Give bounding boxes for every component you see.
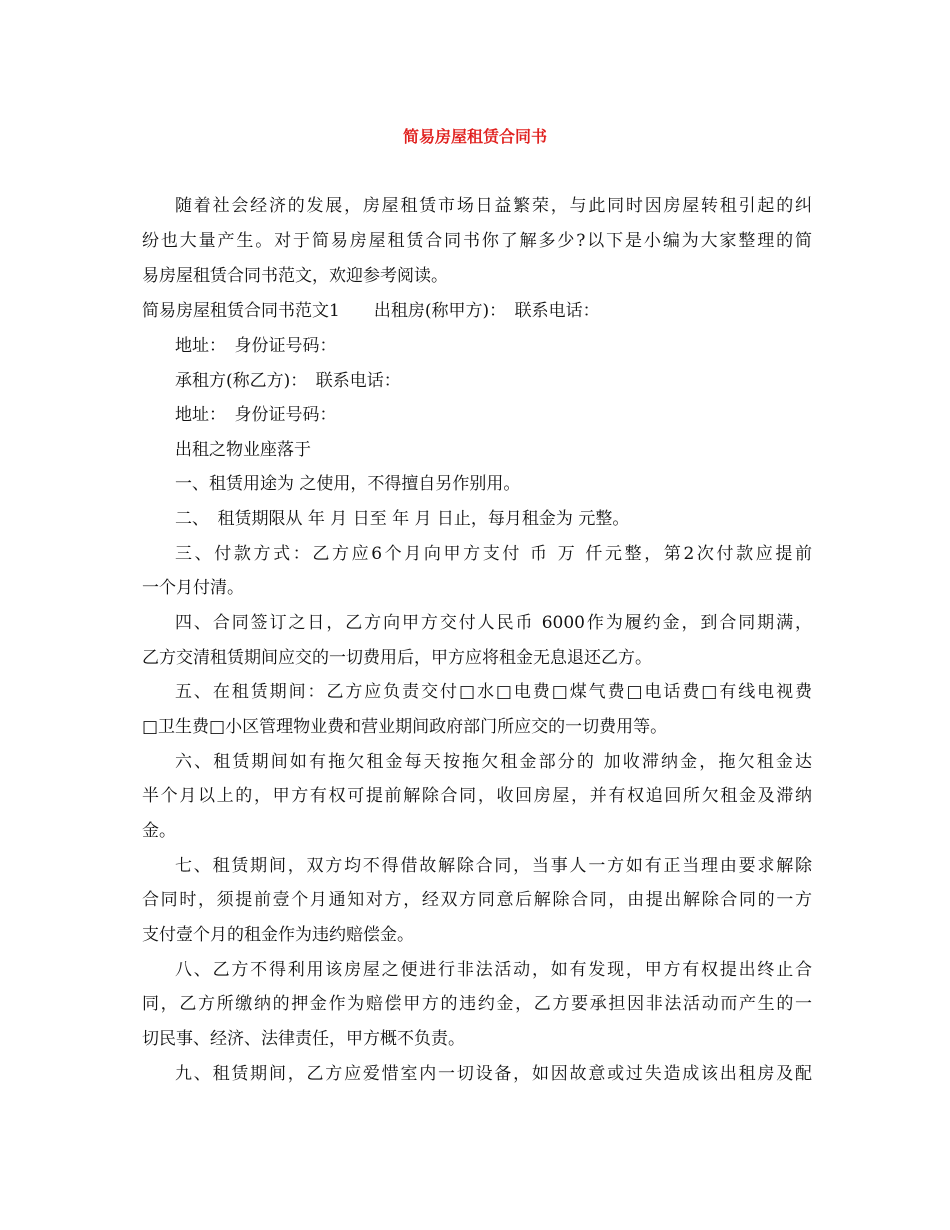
- paragraph-line: 地址： 身份证号码：: [175, 336, 337, 356]
- paragraph-line: 易房屋租赁合同书范文，欢迎参考阅读。: [142, 266, 448, 286]
- paragraph-line: 一个月付清。: [142, 578, 244, 598]
- paragraph-line: 八、乙方不得利用该房屋之便进行非法活动，如有发现，甲方有权提出终止合: [175, 960, 812, 980]
- paragraph-line: 支付壹个月的租金作为违约赔偿金。: [142, 925, 414, 945]
- paragraph-line: 乙方交清租赁期间应交的一切费用后，甲方应将租金无息退还乙方。: [142, 648, 652, 668]
- paragraph-line: 七、租赁期间，双方均不得借故解除合同，当事人一方如有正当理由要求解除: [175, 856, 812, 876]
- paragraph-line: 四、合同签订之日，乙方向甲方交付人民币 6000作为履约金，到合同期满，: [175, 613, 812, 633]
- paragraph-line: 半个月以上的，甲方有权可提前解除合同，收回房屋，并有权追回所欠租金及滞纳: [142, 786, 812, 806]
- paragraph-line: 合同时，须提前壹个月通知对方，经双方同意后解除合同，由提出解除合同的一方: [142, 890, 812, 910]
- paragraph-line: 金。: [142, 821, 176, 841]
- paragraph-line: 纷也大量产生。对于简易房屋租赁合同书你了解多少?以下是小编为大家整理的简: [142, 231, 812, 251]
- paragraph-line: 一、租赁用途为 之使用，不得擅自另作别用。: [175, 474, 521, 494]
- paragraph-line: 三、付款方式：乙方应6个月向甲方支付 币 万 仟元整，第2次付款应提前: [175, 544, 812, 564]
- paragraph-line: 简易房屋租赁合同书范文1 出租房(称甲方)： 联系电话：: [142, 301, 600, 321]
- paragraph-line: □卫生费□小区管理物业费和营业期间政府部门所应交的一切费用等。: [142, 717, 668, 737]
- paragraph-line: 五、在租赁期间：乙方应负责交付□水□电费□煤气费□电话费□有线电视费: [175, 682, 812, 702]
- paragraph-line: 随着社会经济的发展，房屋租赁市场日益繁荣，与此同时因房屋转租引起的纠: [175, 196, 812, 216]
- paragraph-line: 承租方(称乙方)： 联系电话：: [175, 371, 401, 391]
- paragraph-line: 切民事、经济、法律责任，甲方概不负责。: [142, 1029, 465, 1049]
- paragraph-line: 二、 租赁期限从 年 月 日至 年 月 日止，每月租金为 元整。: [175, 509, 630, 529]
- paragraph-line: 地址： 身份证号码：: [175, 405, 337, 425]
- paragraph-line: 同，乙方所缴纳的押金作为赔偿甲方的违约金，乙方要承担因非法活动而产生的一: [142, 994, 812, 1014]
- paragraph-line: 九、租赁期间，乙方应爱惜室内一切设备，如因故意或过失造成该出租房及配: [175, 1064, 812, 1084]
- paragraph-line: 出租之物业座落于: [175, 440, 311, 460]
- paragraph-line: 六、租赁期间如有拖欠租金每天按拖欠租金部分的 加收滞纳金，拖欠租金达: [175, 752, 812, 772]
- document-title: 简易房屋租赁合同书: [402, 127, 547, 146]
